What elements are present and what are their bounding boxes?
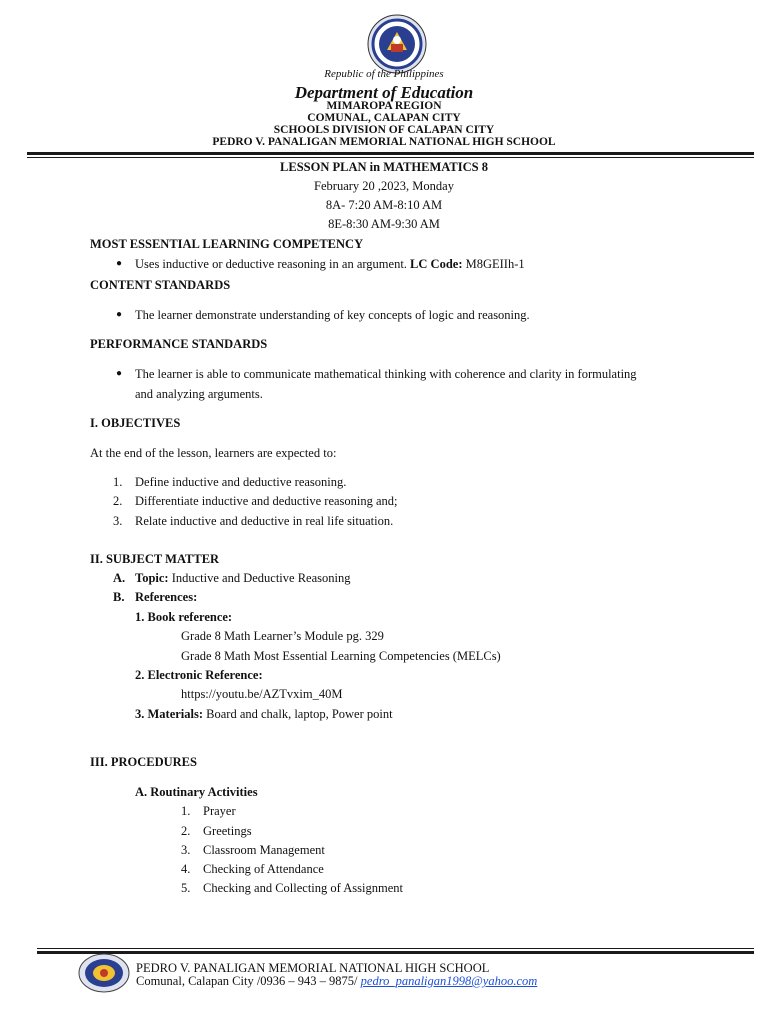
region-text: MIMAROPA REGION <box>326 100 442 112</box>
topic-letter: A. <box>113 571 126 585</box>
division-text: SCHOOLS DIVISION OF CALAPAN CITY <box>273 124 495 136</box>
content-standards-item: The learner demonstrate understanding of key concepts of logic and reasoning. <box>135 308 530 322</box>
footer-contact: Comunal, Calapan City /0936 – 943 – 9875/ pedro_panaligan1998@yahoo.com <box>136 974 538 988</box>
objectives-heading: I. OBJECTIVES <box>90 416 181 430</box>
objective-item: Define inductive and deductive reasoning. <box>135 475 347 489</box>
book-reference-1: Grade 8 Math Learner’s Module pg. 329 <box>181 629 384 643</box>
procedure-num: 1. <box>181 804 191 818</box>
header-divider <box>27 152 754 155</box>
references-label: References: <box>135 590 198 604</box>
performance-standards-heading: PERFORMANCE STANDARDS <box>90 337 268 351</box>
materials-line: 3. Materials: Board and chalk, laptop, Power point <box>135 707 393 721</box>
objective-item: Relate inductive and deductive in real life situation. <box>135 514 394 528</box>
book-reference-2: Grade 8 Math Most Essential Learning Competencies (MELCs) <box>181 649 501 663</box>
objectives-intro: At the end of the lesson, learners are expected to: <box>90 446 337 460</box>
procedure-item: Checking and Collecting of Assignment <box>203 881 403 895</box>
bullet-icon: ● <box>116 368 123 379</box>
procedure-num: 4. <box>181 862 191 876</box>
procedure-item: Greetings <box>203 824 252 838</box>
procedures-heading: III. PROCEDURES <box>90 755 197 769</box>
republic-text: Republic of the Philippines <box>324 68 444 80</box>
plan-schedule-1: 8A- 7:20 AM-8:10 AM <box>325 198 443 212</box>
header-divider-thin <box>27 157 754 158</box>
objective-num: 2. <box>113 494 123 508</box>
performance-standards-line1: The learner is able to communicate mathematical thinking with coherence and clarity in formulating <box>135 367 637 381</box>
school-text: PEDRO V. PANALIGAN MEMORIAL NATIONAL HIGH SCHOOL <box>212 136 556 148</box>
performance-standards-line2: and analyzing arguments. <box>135 387 263 401</box>
content-standards-heading: CONTENT STANDARDS <box>90 278 231 292</box>
department-title: Department of Education <box>294 83 474 102</box>
melc-item: Uses inductive or deductive reasoning in an argument. LC Code: M8GEIIh-1 <box>135 257 525 271</box>
bullet-icon: ● <box>116 258 123 269</box>
subject-matter-heading: II. SUBJECT MATTER <box>90 552 220 566</box>
topic-line: Topic: Inductive and Deductive Reasoning <box>135 571 351 585</box>
procedure-num: 2. <box>181 824 191 838</box>
objective-num: 3. <box>113 514 123 528</box>
objective-item: Differentiate inductive and deductive reasoning and; <box>135 494 398 508</box>
melc-heading: MOST ESSENTIAL LEARNING COMPETENCY <box>90 237 364 251</box>
footer-divider-thin <box>37 948 754 949</box>
address-text: COMUNAL, CALAPAN CITY <box>307 112 461 124</box>
procedure-item: Classroom Management <box>203 843 325 857</box>
footer-school: PEDRO V. PANALIGAN MEMORIAL NATIONAL HIGH SCHOOL <box>136 961 490 975</box>
electronic-reference-label: 2. Electronic Reference: <box>135 668 263 682</box>
bullet-icon: ● <box>116 309 123 320</box>
procedure-item: Checking of Attendance <box>203 862 324 876</box>
procedure-num: 5. <box>181 881 191 895</box>
footer-divider <box>37 951 754 954</box>
objective-num: 1. <box>113 475 123 489</box>
plan-title: LESSON PLAN in MATHEMATICS 8 <box>280 160 488 174</box>
references-letter: B. <box>113 590 125 604</box>
school-seal-logo <box>78 953 130 993</box>
footer-email-link[interactable]: pedro_panaligan1998@yahoo.com <box>360 974 538 988</box>
electronic-reference-link[interactable]: https://youtu.be/AZTvxim_40M <box>181 687 343 701</box>
procedure-item: Prayer <box>203 804 236 818</box>
plan-date: February 20 ,2023, Monday <box>314 179 454 193</box>
routinary-activities-heading: A. Routinary Activities <box>135 785 258 799</box>
procedure-num: 3. <box>181 843 191 857</box>
plan-schedule-2: 8E-8:30 AM-9:30 AM <box>328 217 440 231</box>
book-reference-label: 1. Book reference: <box>135 610 233 624</box>
deped-seal-logo <box>360 14 434 74</box>
